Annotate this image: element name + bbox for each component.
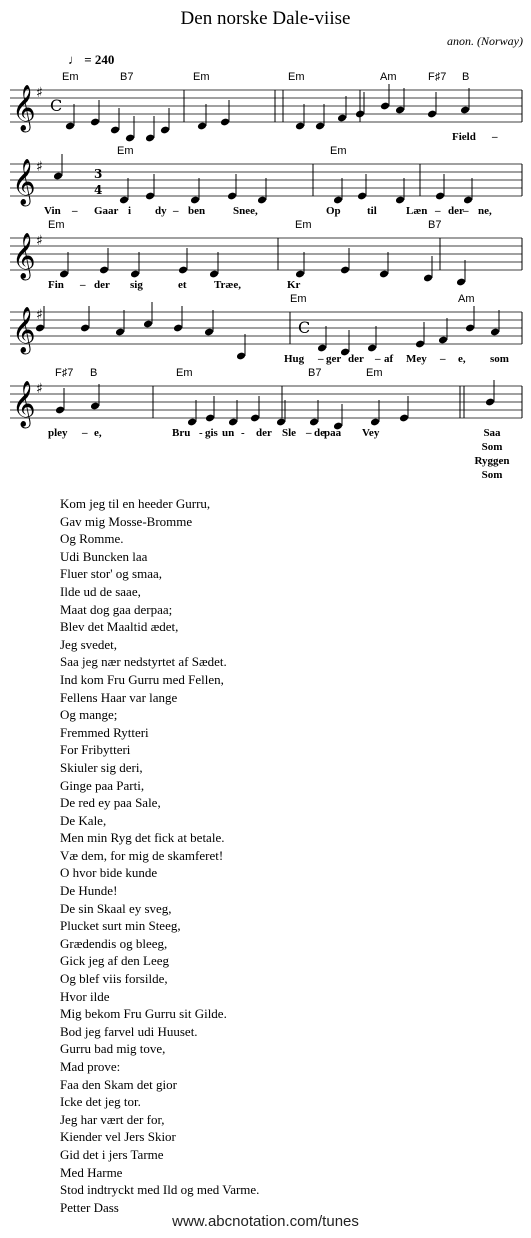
lyric-syllable: de xyxy=(314,427,325,439)
lyric-syllable: i xyxy=(128,205,132,217)
chord-symbol: B xyxy=(462,71,470,83)
verse-line: Petter Dass xyxy=(60,1199,119,1215)
lyric-syllable: ger xyxy=(326,353,342,365)
verse-line: Kiender vel Jers Skior xyxy=(60,1129,176,1145)
time-signature: C xyxy=(298,318,311,337)
verse-line: Udi Buncken laa xyxy=(60,548,148,564)
verse-line: Gav mig Mosse-Bromme xyxy=(60,513,193,529)
lyric-syllable: Fin xyxy=(48,279,64,291)
chord-symbol: F♯7 xyxy=(428,71,447,83)
lyric-syllable: Ryggen xyxy=(474,455,510,467)
chord-symbol: Em xyxy=(117,145,134,157)
time-signature: 3 xyxy=(94,167,103,181)
key-signature-sharp: ♯ xyxy=(36,159,43,175)
lyric-syllable: dy xyxy=(155,205,167,217)
verse-line: For Fribytteri xyxy=(60,742,131,758)
lyric-syllable: et xyxy=(178,279,187,291)
verse-line: Hvor ilde xyxy=(60,988,110,1004)
verse-line: Med Harme xyxy=(60,1164,123,1180)
key-signature-sharp: ♯ xyxy=(36,307,43,323)
verse-text xyxy=(60,495,259,1216)
lyric-syllable: Hug xyxy=(284,353,305,365)
verse-line: Fremmed Rytteri xyxy=(60,724,149,740)
lyric-syllable: til xyxy=(367,205,377,217)
lyric-syllable: – xyxy=(435,205,441,217)
staff-lines xyxy=(10,90,522,418)
verse-line: Gid det i jers Tarme xyxy=(60,1146,164,1162)
lyric-syllable: – xyxy=(463,205,469,217)
chord-symbol: Em xyxy=(48,219,65,231)
lyric-syllable: Læn xyxy=(406,205,428,217)
key-signature-sharp: ♯ xyxy=(36,381,43,397)
chord-symbol: B7 xyxy=(428,219,442,231)
lyric-syllables xyxy=(44,131,510,481)
chord-symbol: Em xyxy=(62,71,79,83)
lyric-syllable: Kr xyxy=(287,279,301,291)
lyric-syllable: – xyxy=(173,205,179,217)
lyric-syllable: – xyxy=(492,131,498,143)
lyric-syllable: – xyxy=(440,353,446,365)
verse-line: Mad prove: xyxy=(60,1059,121,1074)
chord-symbol: Em xyxy=(290,293,307,305)
chord-symbol: Em xyxy=(366,367,383,379)
lyric-syllable: – xyxy=(72,205,78,217)
lyric-syllable: Gaar xyxy=(94,205,119,217)
lyric-syllable: paa xyxy=(324,427,342,439)
notes xyxy=(35,84,500,430)
lyric-syllable: e, xyxy=(94,427,102,439)
lyric-syllable: der xyxy=(94,279,110,291)
verse-line: Stod indtryckt med Ild og med Varme. xyxy=(60,1182,260,1198)
chord-symbol: Em xyxy=(193,71,210,83)
lyric-syllable: Op xyxy=(326,205,341,217)
lyric-syllable: der xyxy=(448,205,464,217)
lyric-syllable: Bru xyxy=(172,427,191,439)
chord-symbol: Am xyxy=(458,293,475,305)
lyric-syllable: – xyxy=(318,353,324,365)
tune-title: Den norske Dale-viise xyxy=(180,8,351,29)
lyric-syllable: sig xyxy=(130,279,143,291)
verse-line: Ilde ud de saae, xyxy=(60,583,141,599)
verse-line: De red ey paa Sale, xyxy=(60,795,161,811)
verse-line: Saa jeg nær nedstyrtet af Sædet. xyxy=(60,654,227,670)
verse-line: Mig bekom Fru Gurru sit Gilde. xyxy=(60,1006,227,1022)
verse-line: Kom jeg til en heeder Gurru, xyxy=(60,496,211,511)
chord-symbols xyxy=(48,71,475,379)
chord-symbol: Em xyxy=(295,219,312,231)
lyric-syllable: der xyxy=(256,427,272,439)
verse-line: Og mange; xyxy=(60,707,118,723)
chord-symbol: B xyxy=(90,367,98,379)
verse-line: Faa den Skam det gior xyxy=(60,1076,177,1092)
lyric-syllable: Sle xyxy=(282,427,297,439)
chord-symbol: Em xyxy=(176,367,193,379)
lyric-syllable: Vin xyxy=(44,205,61,217)
lyric-syllable: Mey xyxy=(406,353,427,365)
key-signature-sharp: ♯ xyxy=(36,85,43,101)
lyric-syllable: ne, xyxy=(478,205,492,217)
lyric-syllable: un xyxy=(222,427,235,439)
lyric-syllable: pley xyxy=(48,427,68,439)
verse-line: Jeg har vært der for, xyxy=(60,1111,165,1127)
treble-clef: 𝄞 xyxy=(12,307,36,353)
verse-line: Bod jeg farvel udi Huuset. xyxy=(60,1023,198,1039)
lyric-syllable: Som xyxy=(481,469,503,481)
treble-clef: 𝄞 xyxy=(12,233,36,279)
time-signature: C xyxy=(50,96,63,115)
verse-line: Og Romme. xyxy=(60,531,124,547)
verse-line: Grædendis og bleeg, xyxy=(60,935,168,951)
verse-line: Blev det Maaltid ædet, xyxy=(60,619,179,635)
lyric-syllable: Saa xyxy=(483,427,501,439)
lyric-syllable: ben xyxy=(188,205,206,217)
lyric-syllable: gis xyxy=(205,427,218,439)
lyric-syllable: – xyxy=(375,353,381,365)
footer-url[interactable]: www.abcnotation.com/tunes xyxy=(172,1213,359,1230)
chord-symbol: Am xyxy=(380,71,397,83)
lyric-syllable: der xyxy=(348,353,364,365)
lyric-syllable: Snee, xyxy=(233,205,258,217)
verse-line: Gick jeg af den Leeg xyxy=(60,953,170,969)
verse-line: Maat dog gaa derpaa; xyxy=(60,601,173,617)
chord-symbol: F♯7 xyxy=(55,367,74,379)
verse-line: Jeg svedet, xyxy=(60,636,118,652)
verse-line: Skiuler sig deri, xyxy=(60,759,143,775)
verse-line: O hvor bide kunde xyxy=(60,865,158,881)
verse-line: Fellens Haar var lange xyxy=(60,689,178,705)
lyric-syllable: Field xyxy=(452,131,476,143)
lyric-syllable: – xyxy=(306,427,312,439)
verse-line: Plucket surt min Steeg, xyxy=(60,918,181,934)
lyric-syllable: - xyxy=(241,427,245,439)
verse-line: Væ dem, for mig de skamferet! xyxy=(60,847,224,863)
time-signature: 4 xyxy=(94,183,103,197)
lyric-syllable: Vey xyxy=(362,427,380,439)
tempo-marking: ♩ = 240 xyxy=(68,52,115,67)
treble-clef: 𝄞 xyxy=(12,159,36,205)
verse-line: Gurru bad mig tove, xyxy=(60,1041,166,1057)
verse-line: Ind kom Fru Gurru med Fellen, xyxy=(60,671,224,687)
lyric-syllable: Træe, xyxy=(214,279,241,291)
lyric-syllable: af xyxy=(384,353,394,365)
chord-symbol: B7 xyxy=(308,367,322,379)
verse-line: Icke det jeg tor. xyxy=(60,1094,141,1110)
verse-line: De Kale, xyxy=(60,812,107,828)
key-signature-sharp: ♯ xyxy=(36,233,43,249)
lyric-syllable: som xyxy=(490,353,509,365)
treble-clef: 𝄞 xyxy=(12,381,36,427)
verse-line: Fluer stor' og smaa, xyxy=(60,566,162,582)
verse-line: Men min Ryg det fick at betale. xyxy=(60,830,225,846)
composer-credit: anon. (Norway) xyxy=(447,34,523,48)
treble-clef: 𝄞 xyxy=(12,85,36,131)
sheet-music xyxy=(0,0,531,490)
verse-line: Og blef viis forsilde, xyxy=(60,971,168,987)
lyric-syllable: Som xyxy=(481,441,503,453)
verse-line: Ginge paa Parti, xyxy=(60,777,145,793)
lyric-syllable: – xyxy=(82,427,88,439)
lyric-syllable: e, xyxy=(458,353,466,365)
chord-symbol: Em xyxy=(288,71,305,83)
lyric-syllable: – xyxy=(80,279,86,291)
verse-line: De Hunde! xyxy=(60,883,118,899)
chord-symbol: Em xyxy=(330,145,347,157)
verse-line: De sin Skaal ey sveg, xyxy=(60,900,172,916)
lyric-syllable: - xyxy=(199,427,203,439)
chord-symbol: B7 xyxy=(120,71,134,83)
